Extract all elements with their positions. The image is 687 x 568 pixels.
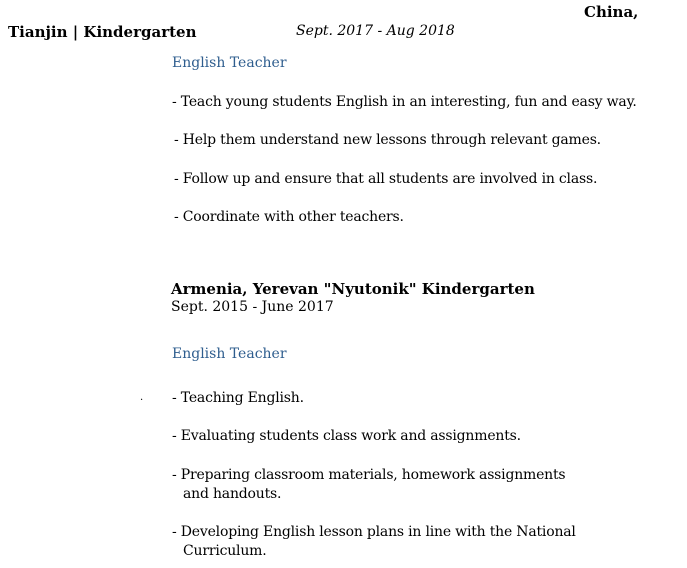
job-1-role: English Teacher	[172, 55, 287, 71]
job-2-dates: Sept. 2015 - June 2017	[171, 299, 334, 315]
job-1-dates: Sept. 2017 - Aug 2018	[296, 23, 455, 39]
job-2-duty: - Developing English lesson plans in line with the National	[172, 524, 576, 540]
job-1-duty: - Follow up and ensure that all students are involved in class.	[174, 171, 598, 187]
job-1-duty: - Coordinate with other teachers.	[174, 209, 404, 225]
stray-mark: .	[140, 392, 144, 403]
job-1-country: China,	[584, 3, 639, 21]
job-2-duty-continuation: and handouts.	[183, 486, 282, 502]
job-1-duty: - Help them understand new lessons through relevant games.	[174, 132, 601, 148]
job-1-duty: - Teach young students English in an interesting, fun and easy way.	[172, 94, 637, 110]
job-2-duty: - Preparing classroom materials, homework assignments	[172, 467, 566, 483]
job-2-duty-continuation: Curriculum.	[183, 543, 267, 559]
job-2-role: English Teacher	[172, 346, 287, 362]
job-2-duty: - Evaluating students class work and assignments.	[172, 428, 521, 444]
job-2-duty: - Teaching English.	[172, 390, 304, 406]
job-2-location-employer: Armenia, Yerevan "Nyutonik" Kindergarten	[171, 280, 535, 298]
job-1-city-employer: Tianjin | Kindergarten	[8, 23, 197, 41]
